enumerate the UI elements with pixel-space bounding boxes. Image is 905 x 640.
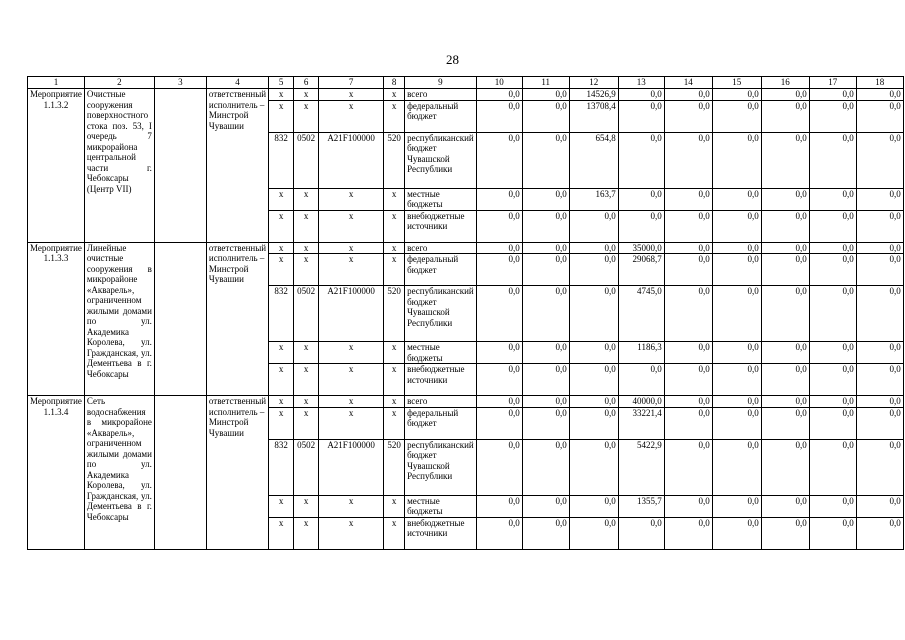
column-header: 11 <box>522 77 569 89</box>
expense-type-code: x <box>384 89 405 101</box>
year-value: 0,0 <box>809 286 856 342</box>
year-value: 0,0 <box>664 254 712 286</box>
section-code: x <box>294 517 319 549</box>
year-value: 0,0 <box>712 407 761 439</box>
target-article-code: x <box>319 254 384 286</box>
grbs-code: x <box>269 254 294 286</box>
year-value: 0,0 <box>618 100 664 132</box>
funding-source: республиканский бюджет Чувашской Республики <box>405 439 477 495</box>
column-header: 12 <box>569 77 618 89</box>
year-value: 0,0 <box>809 89 856 101</box>
year-value: 1355,7 <box>618 495 664 517</box>
section-code: x <box>294 342 319 364</box>
target-article-code: A21F100000 <box>319 439 384 495</box>
year-value: 14526,9 <box>569 89 618 101</box>
year-value: 4745,0 <box>618 286 664 342</box>
year-value: 0,0 <box>664 439 712 495</box>
year-value: 0,0 <box>569 364 618 396</box>
funding-source: внебюджетные источники <box>405 517 477 549</box>
grbs-code: 832 <box>269 439 294 495</box>
year-value: 0,0 <box>856 286 903 342</box>
target-article-code: x <box>319 100 384 132</box>
expense-type-code: x <box>384 342 405 364</box>
year-value: 0,0 <box>476 254 522 286</box>
event-number: Мероприятие 1.1.3.2 <box>28 89 85 243</box>
funding-source: местные бюджеты <box>405 342 477 364</box>
year-value: 0,0 <box>476 364 522 396</box>
year-value: 0,0 <box>569 396 618 408</box>
section-code: x <box>294 254 319 286</box>
year-value: 0,0 <box>476 242 522 254</box>
column-header: 13 <box>618 77 664 89</box>
year-value: 0,0 <box>522 254 569 286</box>
year-value: 0,0 <box>761 439 809 495</box>
expense-type-code: x <box>384 407 405 439</box>
year-value: 0,0 <box>712 100 761 132</box>
year-value: 0,0 <box>761 342 809 364</box>
year-value: 0,0 <box>712 254 761 286</box>
funding-source: республиканский бюджет Чувашской Республики <box>405 286 477 342</box>
year-value: 0,0 <box>522 517 569 549</box>
co-executor-cell <box>154 242 206 396</box>
column-header: 10 <box>476 77 522 89</box>
year-value: 0,0 <box>522 100 569 132</box>
year-value: 0,0 <box>809 100 856 132</box>
year-value: 0,0 <box>522 342 569 364</box>
year-value: 0,0 <box>761 100 809 132</box>
column-header: 1 <box>28 77 85 89</box>
year-value: 0,0 <box>618 210 664 242</box>
grbs-code: x <box>269 407 294 439</box>
year-value: 0,0 <box>809 439 856 495</box>
year-value: 0,0 <box>569 407 618 439</box>
grbs-code: x <box>269 100 294 132</box>
year-value: 0,0 <box>618 132 664 188</box>
year-value: 0,0 <box>856 439 903 495</box>
year-value: 0,0 <box>664 364 712 396</box>
year-value: 0,0 <box>761 242 809 254</box>
year-value: 0,0 <box>712 210 761 242</box>
year-value: 0,0 <box>569 286 618 342</box>
target-article-code: x <box>319 188 384 210</box>
year-value: 0,0 <box>569 495 618 517</box>
year-value: 0,0 <box>809 188 856 210</box>
year-value: 0,0 <box>618 517 664 549</box>
target-article-code: A21F100000 <box>319 286 384 342</box>
year-value: 0,0 <box>712 439 761 495</box>
year-value: 0,0 <box>476 439 522 495</box>
funding-source: федеральный бюджет <box>405 407 477 439</box>
expense-type-code: x <box>384 242 405 254</box>
year-value: 0,0 <box>476 89 522 101</box>
year-value: 0,0 <box>476 517 522 549</box>
year-value: 0,0 <box>522 407 569 439</box>
section-code: x <box>294 210 319 242</box>
section-code: x <box>294 407 319 439</box>
year-value: 0,0 <box>522 89 569 101</box>
section-code: x <box>294 396 319 408</box>
section-code: x <box>294 495 319 517</box>
target-article-code: A21F100000 <box>319 132 384 188</box>
year-value: 0,0 <box>618 89 664 101</box>
year-value: 0,0 <box>809 407 856 439</box>
column-header: 17 <box>809 77 856 89</box>
year-value: 0,0 <box>476 495 522 517</box>
year-value: 0,0 <box>809 495 856 517</box>
target-article-code: x <box>319 210 384 242</box>
expense-type-code: x <box>384 254 405 286</box>
year-value: 0,0 <box>664 342 712 364</box>
year-value: 0,0 <box>664 132 712 188</box>
year-value: 0,0 <box>761 254 809 286</box>
table-row <box>28 89 904 101</box>
expense-type-code: x <box>384 210 405 242</box>
section-code: 0502 <box>294 286 319 342</box>
event-name: Сеть водоснабжения в микрорайоне «Акварель», ограниченном жилыми домами по ул. Академика Королева, ул. Гражданская, ул. Дементьева в г. Чебоксары <box>84 396 154 550</box>
year-value: 0,0 <box>712 132 761 188</box>
year-value: 5422,9 <box>618 439 664 495</box>
table-body <box>28 89 904 550</box>
section-code: 0502 <box>294 132 319 188</box>
expense-type-code: 520 <box>384 439 405 495</box>
year-value: 0,0 <box>809 210 856 242</box>
year-value: 0,0 <box>618 188 664 210</box>
section-code: 0502 <box>294 439 319 495</box>
year-value: 0,0 <box>712 286 761 342</box>
year-value: 0,0 <box>856 188 903 210</box>
section-code: x <box>294 100 319 132</box>
year-value: 0,0 <box>712 188 761 210</box>
expense-type-code: x <box>384 495 405 517</box>
responsible-executor: ответственный исполнитель – Минстрой Чувашии <box>206 242 268 396</box>
budget-table <box>27 76 904 550</box>
target-article-code: x <box>319 396 384 408</box>
column-number-header-row <box>28 77 904 89</box>
year-value: 0,0 <box>522 439 569 495</box>
year-value: 0,0 <box>809 364 856 396</box>
year-value: 0,0 <box>856 242 903 254</box>
year-value: 0,0 <box>761 517 809 549</box>
grbs-code: x <box>269 210 294 242</box>
funding-source: местные бюджеты <box>405 188 477 210</box>
target-article-code: x <box>319 364 384 396</box>
funding-source: федеральный бюджет <box>405 100 477 132</box>
event-name: Линейные очистные сооружения в микрорайоне «Акварель», ограниченном жилыми домами по ул. Академика Королева, ул. Гражданская, ул. Дементьева в г. Чебоксары <box>84 242 154 396</box>
grbs-code: x <box>269 242 294 254</box>
page-number: 28 <box>446 52 459 67</box>
year-value: 0,0 <box>522 242 569 254</box>
year-value: 0,0 <box>476 286 522 342</box>
year-value: 35000,0 <box>618 242 664 254</box>
target-article-code: x <box>319 407 384 439</box>
section-code: x <box>294 242 319 254</box>
responsible-executor: ответственный исполнитель – Минстрой Чувашии <box>206 396 268 550</box>
year-value: 0,0 <box>856 89 903 101</box>
year-value: 0,0 <box>522 286 569 342</box>
grbs-code: x <box>269 364 294 396</box>
expense-type-code: x <box>384 396 405 408</box>
section-code: x <box>294 364 319 396</box>
event-number: Мероприятие 1.1.3.3 <box>28 242 85 396</box>
year-value: 0,0 <box>809 254 856 286</box>
year-value: 0,0 <box>476 210 522 242</box>
grbs-code: 832 <box>269 132 294 188</box>
year-value: 0,0 <box>856 254 903 286</box>
year-value: 0,0 <box>664 495 712 517</box>
year-value: 0,0 <box>476 407 522 439</box>
year-value: 0,0 <box>712 517 761 549</box>
target-article-code: x <box>319 342 384 364</box>
year-value: 0,0 <box>856 364 903 396</box>
funding-source: внебюджетные источники <box>405 210 477 242</box>
year-value: 0,0 <box>664 210 712 242</box>
funding-source: местные бюджеты <box>405 495 477 517</box>
year-value: 0,0 <box>569 254 618 286</box>
expense-type-code: x <box>384 364 405 396</box>
year-value: 0,0 <box>664 100 712 132</box>
year-value: 0,0 <box>569 439 618 495</box>
year-value: 0,0 <box>664 286 712 342</box>
funding-source: всего <box>405 89 477 101</box>
target-article-code: x <box>319 517 384 549</box>
year-value: 0,0 <box>809 517 856 549</box>
target-article-code: x <box>319 495 384 517</box>
year-value: 0,0 <box>569 242 618 254</box>
year-value: 0,0 <box>522 210 569 242</box>
column-header: 8 <box>384 77 405 89</box>
year-value: 654,8 <box>569 132 618 188</box>
year-value: 0,0 <box>712 342 761 364</box>
year-value: 0,0 <box>476 188 522 210</box>
year-value: 0,0 <box>761 495 809 517</box>
column-header: 4 <box>206 77 268 89</box>
column-header: 5 <box>269 77 294 89</box>
year-value: 0,0 <box>476 396 522 408</box>
year-value: 0,0 <box>664 188 712 210</box>
year-value: 0,0 <box>569 342 618 364</box>
year-value: 0,0 <box>522 188 569 210</box>
co-executor-cell <box>154 89 206 243</box>
grbs-code: x <box>269 188 294 210</box>
year-value: 0,0 <box>712 364 761 396</box>
year-value: 0,0 <box>761 407 809 439</box>
year-value: 0,0 <box>856 495 903 517</box>
year-value: 0,0 <box>856 517 903 549</box>
table-row <box>28 242 904 254</box>
target-article-code: x <box>319 89 384 101</box>
year-value: 0,0 <box>712 242 761 254</box>
responsible-executor: ответственный исполнитель – Минстрой Чувашии <box>206 89 268 243</box>
year-value: 0,0 <box>664 396 712 408</box>
year-value: 1186,3 <box>618 342 664 364</box>
expense-type-code: 520 <box>384 132 405 188</box>
grbs-code: x <box>269 342 294 364</box>
year-value: 0,0 <box>856 342 903 364</box>
column-header: 16 <box>761 77 809 89</box>
year-value: 0,0 <box>522 495 569 517</box>
year-value: 0,0 <box>856 407 903 439</box>
expense-type-code: 520 <box>384 286 405 342</box>
year-value: 0,0 <box>761 188 809 210</box>
year-value: 0,0 <box>856 396 903 408</box>
column-header: 14 <box>664 77 712 89</box>
year-value: 0,0 <box>856 132 903 188</box>
year-value: 0,0 <box>761 132 809 188</box>
year-value: 0,0 <box>712 89 761 101</box>
funding-source: всего <box>405 242 477 254</box>
event-name: Очистные сооружения поверхностного стока поз. 53, I очередь 7 микрорайона центральной части г. Чебоксары (Центр VII) <box>84 89 154 243</box>
column-header: 2 <box>84 77 154 89</box>
year-value: 0,0 <box>761 89 809 101</box>
year-value: 0,0 <box>569 210 618 242</box>
funding-source: республиканский бюджет Чувашской Республики <box>405 132 477 188</box>
year-value: 0,0 <box>522 132 569 188</box>
column-header: 3 <box>154 77 206 89</box>
year-value: 0,0 <box>476 132 522 188</box>
column-header: 15 <box>712 77 761 89</box>
year-value: 0,0 <box>761 364 809 396</box>
year-value: 0,0 <box>664 407 712 439</box>
year-value: 40000,0 <box>618 396 664 408</box>
year-value: 0,0 <box>809 396 856 408</box>
year-value: 0,0 <box>856 100 903 132</box>
year-value: 0,0 <box>809 242 856 254</box>
table-row <box>28 396 904 408</box>
expense-type-code: x <box>384 188 405 210</box>
event-number: Мероприятие 1.1.3.4 <box>28 396 85 550</box>
year-value: 0,0 <box>664 517 712 549</box>
grbs-code: x <box>269 495 294 517</box>
year-value: 0,0 <box>809 342 856 364</box>
year-value: 0,0 <box>761 286 809 342</box>
year-value: 0,0 <box>569 517 618 549</box>
funding-source: внебюджетные источники <box>405 364 477 396</box>
year-value: 33221,4 <box>618 407 664 439</box>
section-code: x <box>294 188 319 210</box>
year-value: 0,0 <box>618 364 664 396</box>
year-value: 0,0 <box>522 364 569 396</box>
year-value: 0,0 <box>712 495 761 517</box>
grbs-code: x <box>269 517 294 549</box>
expense-type-code: x <box>384 517 405 549</box>
year-value: 0,0 <box>522 396 569 408</box>
column-header: 18 <box>856 77 903 89</box>
year-value: 0,0 <box>476 342 522 364</box>
year-value: 0,0 <box>664 89 712 101</box>
section-code: x <box>294 89 319 101</box>
year-value: 29068,7 <box>618 254 664 286</box>
column-header: 6 <box>294 77 319 89</box>
year-value: 0,0 <box>664 242 712 254</box>
column-header: 7 <box>319 77 384 89</box>
year-value: 0,0 <box>712 396 761 408</box>
co-executor-cell <box>154 396 206 550</box>
year-value: 13708,4 <box>569 100 618 132</box>
expense-type-code: x <box>384 100 405 132</box>
grbs-code: x <box>269 396 294 408</box>
column-header: 9 <box>405 77 477 89</box>
grbs-code: 832 <box>269 286 294 342</box>
year-value: 0,0 <box>761 210 809 242</box>
year-value: 163,7 <box>569 188 618 210</box>
year-value: 0,0 <box>476 100 522 132</box>
funding-source: федеральный бюджет <box>405 254 477 286</box>
grbs-code: x <box>269 89 294 101</box>
target-article-code: x <box>319 242 384 254</box>
year-value: 0,0 <box>809 132 856 188</box>
year-value: 0,0 <box>856 210 903 242</box>
funding-source: всего <box>405 396 477 408</box>
year-value: 0,0 <box>761 396 809 408</box>
